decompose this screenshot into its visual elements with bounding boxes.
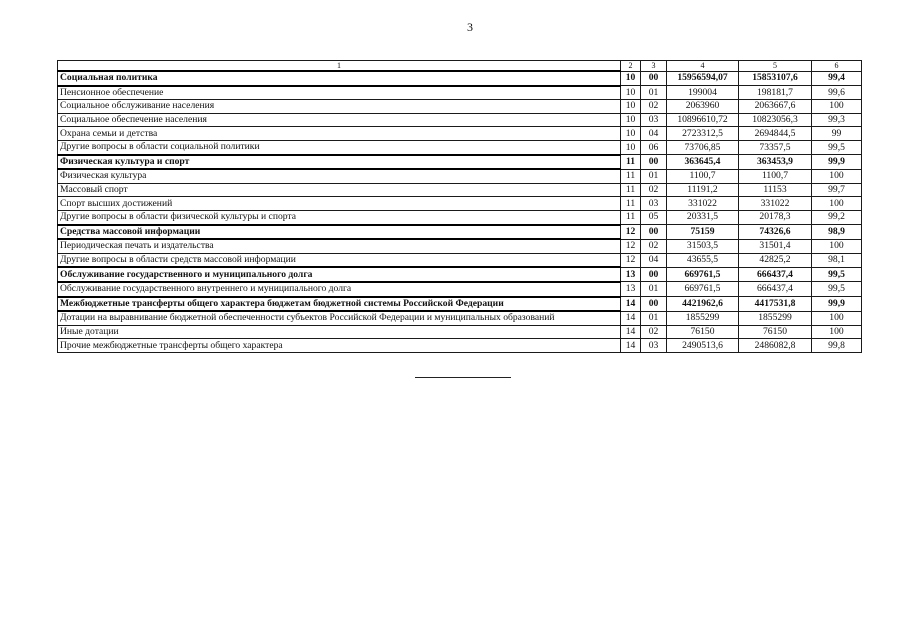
planned-amount-cell: 2490513,6: [667, 339, 739, 353]
execution-percent-cell: 99: [812, 127, 862, 141]
section-code-cell: 13: [621, 267, 641, 282]
section-code-cell: 10: [621, 140, 641, 154]
planned-amount-cell: 669761,5: [667, 282, 739, 297]
planned-amount-cell: 4421962,6: [667, 297, 739, 312]
section-code-cell: 14: [621, 297, 641, 312]
actual-amount-cell: 74326,6: [739, 225, 812, 240]
execution-percent-cell: 100: [812, 311, 862, 325]
subsection-code-cell: 02: [641, 239, 667, 253]
actual-amount-cell: 76150: [739, 325, 812, 339]
planned-amount-cell: 331022: [667, 197, 739, 211]
row-name-cell: Прочие межбюджетные трансферты общего характера: [58, 339, 621, 353]
section-code-cell: 11: [621, 197, 641, 211]
execution-percent-cell: 100: [812, 169, 862, 183]
subsection-code-cell: 00: [641, 155, 667, 170]
subsection-code-cell: 00: [641, 267, 667, 282]
row-name-cell: Периодическая печать и издательства: [58, 239, 621, 253]
execution-percent-cell: 99,3: [812, 113, 862, 127]
planned-amount-cell: 363645,4: [667, 155, 739, 170]
execution-percent-cell: 99,6: [812, 86, 862, 100]
budget-table: [57, 60, 862, 353]
column-number: 5: [739, 61, 812, 72]
planned-amount-cell: 1855299: [667, 311, 739, 325]
actual-amount-cell: 15853107,6: [739, 71, 812, 86]
execution-percent-cell: 100: [812, 197, 862, 211]
table-row: [58, 267, 862, 282]
row-name-cell: Социальное обслуживание населения: [58, 100, 621, 114]
table-row: [58, 100, 862, 114]
section-code-cell: 11: [621, 210, 641, 224]
column-number: 3: [641, 61, 667, 72]
section-code-cell: 11: [621, 155, 641, 170]
actual-amount-cell: 2486082,8: [739, 339, 812, 353]
execution-percent-cell: 99,2: [812, 210, 862, 224]
planned-amount-cell: 1100,7: [667, 169, 739, 183]
planned-amount-cell: 15956594,07: [667, 71, 739, 86]
actual-amount-cell: 363453,9: [739, 155, 812, 170]
section-code-cell: 14: [621, 311, 641, 325]
execution-percent-cell: 99,5: [812, 282, 862, 297]
end-of-table-rule: [415, 377, 511, 378]
row-name-cell: Пенсионное обеспечение: [58, 86, 621, 100]
table-row: [58, 155, 862, 170]
section-code-cell: 13: [621, 282, 641, 297]
subsection-code-cell: 01: [641, 282, 667, 297]
section-code-cell: 10: [621, 86, 641, 100]
table-row: [58, 282, 862, 297]
execution-percent-cell: 99,8: [812, 339, 862, 353]
row-name-cell: Другие вопросы в области средств массовой информации: [58, 253, 621, 267]
section-code-cell: 10: [621, 100, 641, 114]
table-row: [58, 140, 862, 154]
subsection-code-cell: 05: [641, 210, 667, 224]
subsection-code-cell: 03: [641, 339, 667, 353]
actual-amount-cell: 2063667,6: [739, 100, 812, 114]
actual-amount-cell: 10823056,3: [739, 113, 812, 127]
page-number: 3: [467, 20, 473, 34]
subsection-code-cell: 01: [641, 311, 667, 325]
actual-amount-cell: 666437,4: [739, 282, 812, 297]
subsection-code-cell: 02: [641, 183, 667, 197]
column-number: 1: [58, 61, 621, 72]
table-body: [58, 61, 862, 353]
planned-amount-cell: 10896610,72: [667, 113, 739, 127]
actual-amount-cell: 198181,7: [739, 86, 812, 100]
execution-percent-cell: 99,9: [812, 297, 862, 312]
table-row: [58, 339, 862, 353]
subsection-code-cell: 00: [641, 225, 667, 240]
row-name-cell: Другие вопросы в области физической культуры и спорта: [58, 210, 621, 224]
column-number: 4: [667, 61, 739, 72]
actual-amount-cell: 1100,7: [739, 169, 812, 183]
section-code-cell: 12: [621, 225, 641, 240]
row-name-cell: Социальное обеспечение населения: [58, 113, 621, 127]
planned-amount-cell: 199004: [667, 86, 739, 100]
subsection-code-cell: 02: [641, 325, 667, 339]
table-row: [58, 325, 862, 339]
subsection-code-cell: 01: [641, 86, 667, 100]
planned-amount-cell: 11191,2: [667, 183, 739, 197]
planned-amount-cell: 20331,5: [667, 210, 739, 224]
planned-amount-cell: 43655,5: [667, 253, 739, 267]
row-name-cell: Межбюджетные трансферты общего характера бюджетам бюджетной системы Российской Федерации: [58, 297, 621, 312]
execution-percent-cell: 99,4: [812, 71, 862, 86]
table-row: [58, 86, 862, 100]
section-code-cell: 12: [621, 253, 641, 267]
planned-amount-cell: 76150: [667, 325, 739, 339]
subsection-code-cell: 00: [641, 297, 667, 312]
table-row: [58, 127, 862, 141]
row-name-cell: Охрана семьи и детства: [58, 127, 621, 141]
table-row: [58, 239, 862, 253]
subsection-code-cell: 02: [641, 100, 667, 114]
subsection-code-cell: 04: [641, 253, 667, 267]
table-row: [58, 183, 862, 197]
table-row: [58, 169, 862, 183]
section-code-cell: 10: [621, 71, 641, 86]
execution-percent-cell: 99,9: [812, 155, 862, 170]
section-code-cell: 10: [621, 127, 641, 141]
column-number-row: [58, 61, 862, 72]
subsection-code-cell: 04: [641, 127, 667, 141]
section-code-cell: 11: [621, 183, 641, 197]
table-row: [58, 210, 862, 224]
subsection-code-cell: 03: [641, 197, 667, 211]
actual-amount-cell: 666437,4: [739, 267, 812, 282]
table-row: [58, 113, 862, 127]
section-code-cell: 11: [621, 169, 641, 183]
actual-amount-cell: 31501,4: [739, 239, 812, 253]
actual-amount-cell: 11153: [739, 183, 812, 197]
table-row: [58, 197, 862, 211]
table-row: [58, 225, 862, 240]
subsection-code-cell: 03: [641, 113, 667, 127]
row-name-cell: Социальная политика: [58, 71, 621, 86]
row-name-cell: Другие вопросы в области социальной политики: [58, 140, 621, 154]
actual-amount-cell: 2694844,5: [739, 127, 812, 141]
execution-percent-cell: 100: [812, 239, 862, 253]
row-name-cell: Спорт высших достижений: [58, 197, 621, 211]
row-name-cell: Физическая культура: [58, 169, 621, 183]
planned-amount-cell: 75159: [667, 225, 739, 240]
row-name-cell: Обслуживание государственного и муниципального долга: [58, 267, 621, 282]
actual-amount-cell: 4417531,8: [739, 297, 812, 312]
section-code-cell: 12: [621, 239, 641, 253]
planned-amount-cell: 31503,5: [667, 239, 739, 253]
actual-amount-cell: 1855299: [739, 311, 812, 325]
column-number: 6: [812, 61, 862, 72]
planned-amount-cell: 2063960: [667, 100, 739, 114]
execution-percent-cell: 99,7: [812, 183, 862, 197]
execution-percent-cell: 98,1: [812, 253, 862, 267]
actual-amount-cell: 73357,5: [739, 140, 812, 154]
execution-percent-cell: 100: [812, 100, 862, 114]
section-code-cell: 14: [621, 325, 641, 339]
row-name-cell: Физическая культура и спорт: [58, 155, 621, 170]
planned-amount-cell: 2723312,5: [667, 127, 739, 141]
actual-amount-cell: 20178,3: [739, 210, 812, 224]
subsection-code-cell: 06: [641, 140, 667, 154]
column-number: 2: [621, 61, 641, 72]
section-code-cell: 10: [621, 113, 641, 127]
row-name-cell: Массовый спорт: [58, 183, 621, 197]
table-row: [58, 253, 862, 267]
actual-amount-cell: 331022: [739, 197, 812, 211]
execution-percent-cell: 100: [812, 325, 862, 339]
row-name-cell: Средства массовой информации: [58, 225, 621, 240]
subsection-code-cell: 01: [641, 169, 667, 183]
table-row: [58, 71, 862, 86]
section-code-cell: 14: [621, 339, 641, 353]
planned-amount-cell: 669761,5: [667, 267, 739, 282]
actual-amount-cell: 42825,2: [739, 253, 812, 267]
table-row: [58, 297, 862, 312]
table-row: [58, 311, 862, 325]
row-name-cell: Дотации на выравнивание бюджетной обеспеченности субъектов Российской Федерации и муниципальных образований: [58, 311, 621, 325]
subsection-code-cell: 00: [641, 71, 667, 86]
row-name-cell: Иные дотации: [58, 325, 621, 339]
row-name-cell: Обслуживание государственного внутреннего и муниципального долга: [58, 282, 621, 297]
execution-percent-cell: 99,5: [812, 267, 862, 282]
planned-amount-cell: 73706,85: [667, 140, 739, 154]
execution-percent-cell: 98,9: [812, 225, 862, 240]
execution-percent-cell: 99,5: [812, 140, 862, 154]
